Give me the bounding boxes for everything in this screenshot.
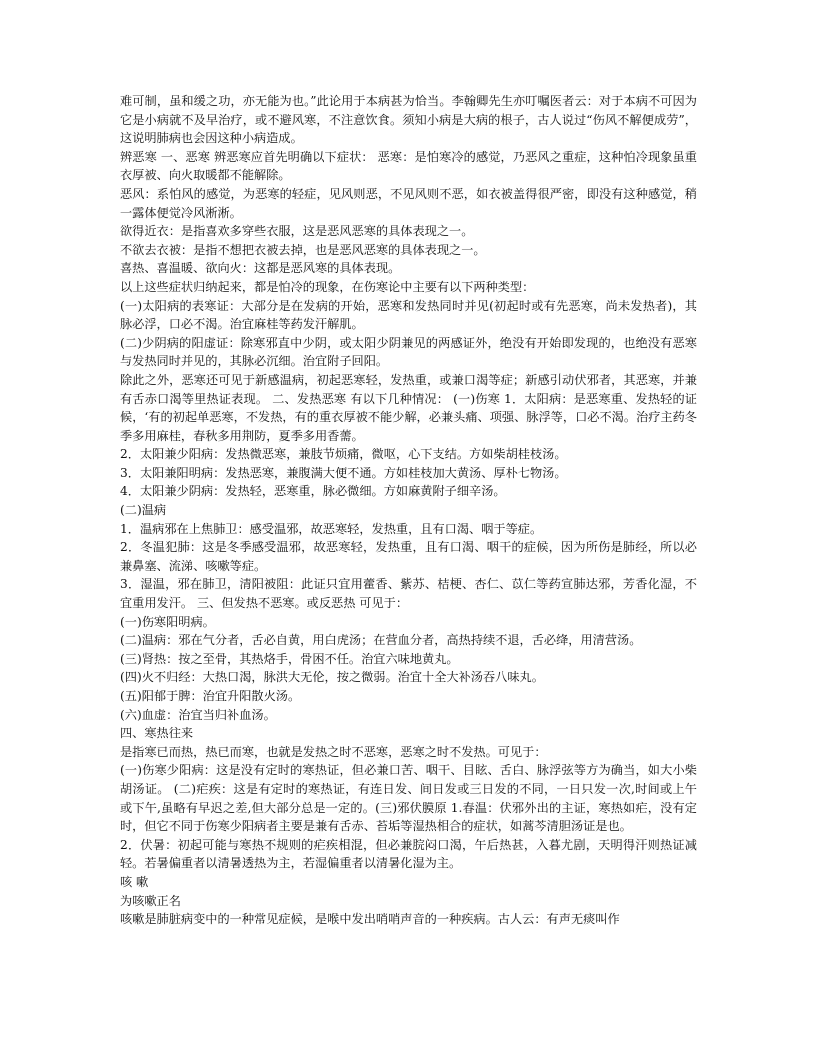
paragraph: 欲得近衣：是指喜欢多穿些衣服，这是恶风恶寒的具体表现之一。 <box>120 224 474 239</box>
paragraph: 恶风：系怕风的感觉，为恶寒的轻症，见风则恶，不见风则不恶，如衣被盖得很严密，即没有这种感觉，稍一露体便觉冷风淅淅。 <box>120 186 697 220</box>
chapter-heading: 咳 嗽 <box>120 874 149 889</box>
paragraph: 辨恶寒 一、恶寒 辨恶寒应首先明确以下症状： 恶寒：是怕寒冷的感觉，乃恶风之重症，这种怕冷现象虽重衣厚被、向火取暖都不能解除。 <box>120 149 697 183</box>
paragraph: (二)少阴病的阳虚证：除寒邪直中少阴，或太阳少阴兼见的两感证外，绝没有开始即发现的，也绝没有恶寒与发热同时并见的，其脉必沉细。治宜附子回阳。 <box>120 335 697 369</box>
paragraph: 咳嗽是肺脏病变中的一种常见症候，是喉中发出哨哨声音的一种疾病。古人云：有声无痰叫作 <box>120 912 620 927</box>
paragraph: (一)伤寒少阳病：这是没有定时的寒热证，但必兼口苦、咽干、目眩、舌白、脉浮弦等方为确当，如大小柴胡汤证。 (二)疟疾：这是有定时的寒热证，有连日发、间日发或三日发的不同，一日只发一次,时间或上午或下午,虽略有早迟之差,但大部分总是一定的。(三)邪伏膜原 1.春温：伏邪外出的主证，寒热如疟，没有定时，但它不同于伤寒少阳病者主要是兼有舌赤、苔垢等湿热相合的症状，如蒿芩清胆汤证是也。 <box>120 763 697 834</box>
paragraph: (三)肾热：按之至骨，其热烙手，骨困不任。治宜六味地黄丸。 <box>120 651 459 666</box>
paragraph: 1．温病邪在上焦肺卫：感受温邪，故恶寒轻，发热重，且有口渴、咽于等症。 <box>120 521 543 536</box>
section-heading: 为咳嗽正名 <box>120 893 181 908</box>
paragraph: 喜热、喜温暖、欲向火：这都是恶风寒的具体表现。 <box>120 261 401 276</box>
paragraph: (一)太阳病的表寒证：大部分是在发病的开始，恶寒和发热同时并见(初起时或有先恶寒，尚未发热者)，其脉必浮，口必不渴。治宜麻桂等药发汗解肌。 <box>120 298 697 332</box>
paragraph: 不欲去衣被：是指不想把衣被去掉，也是恶风恶寒的具体表现之一。 <box>120 242 486 257</box>
paragraph: 是指寒已而热，热已而寒，也就是发热之时不恶寒，恶寒之时不发热。可见于： <box>120 744 547 759</box>
document-page <box>120 92 697 929</box>
paragraph: (四)火不归经：大热口渴，脉洪大无伦，按之微弱。治宜十全大补汤吞八味丸。 <box>120 670 544 685</box>
paragraph: 4．太阳兼少阴病：发热轻，恶寒重，脉必微细。方如麻黄附子细辛汤。 <box>120 484 506 499</box>
section-heading: 四、寒热往来 <box>120 726 194 741</box>
paragraph: (一)伤寒阳明病。 <box>120 614 215 629</box>
paragraph: (六)血虚：治宜当归补血汤。 <box>120 707 276 722</box>
paragraph: 难可制，虽和缓之功，亦无能为也。”此论用于本病甚为恰当。李翰卿先生亦叮嘱医者云：对于本病不可因为它是小病就不及早治疗，或不避风寒，不注意饮食。须知小病是大病的根子，古人说过“伤风不解便成劳”，这说明肺病也会因这种小病造成。 <box>120 94 697 146</box>
paragraph: 3．太阳兼阳明病：发热恶寒，兼腹满大便不通。方如桂枝加大黄汤、厚朴七物汤。 <box>120 465 567 480</box>
section-heading: (二)温病 <box>120 503 167 518</box>
paragraph: 2．伏暑：初起可能与寒热不规则的疟疾相混，但必兼脘闷口渴，午后热甚，入暮尤剧，天明得汗则热证减轻。若暑偏重者以清暑透热为主，若湿偏重者以清暑化湿为主。 <box>120 837 697 871</box>
paragraph: 2．太阳兼少阳病：发热微恶寒，兼肢节烦痛，微呕，心下支结。方如柴胡桂枝汤。 <box>120 447 567 462</box>
paragraph: 除此之外，恶寒还可见于新感温病，初起恶寒轻，发热重，或兼口渴等症；新感引动伏邪者，其恶寒，并兼有舌赤口渴等里热证表现。 二、发热恶寒 有以下几种情况： (一)伤寒 1．太阳病：是恶寒重、发热轻的证候，‘有的初起单恶寒，不发热，有的重衣厚被不能少解，必兼头痛、项强、脉浮等，口必不渴。治疗主药冬季多用麻桂，春秋多用荆防，夏季多用香薷。 <box>120 372 697 443</box>
paragraph: 2．冬温犯肺：这是冬季感受温邪，故恶寒轻，发热重，且有口渴、咽干的症候，因为所伤是肺经，所以必兼鼻塞、流涕、咳嗽等症。 <box>120 540 697 573</box>
paragraph: 3．湿温，邪在肺卫，清阳被阻：此证只宜用藿香、紫苏、桔梗、杏仁、苡仁等药宣肺达邪，芳香化湿，不宜重用发汗。 三、但发热不恶寒。或反恶热 可见于： <box>120 577 697 611</box>
paragraph: (二)温病：邪在气分者，舌必自黄，用白虎汤；在营血分者，高热持续不退，舌必绛，用清营汤。 <box>120 633 642 648</box>
paragraph: (五)阳郁于脾：治宜升阳散火汤。 <box>120 689 301 703</box>
paragraph: 以上这些症状归纳起来，都是怕冷的现象，在伤寒论中主要有以下两种类型： <box>120 279 535 294</box>
